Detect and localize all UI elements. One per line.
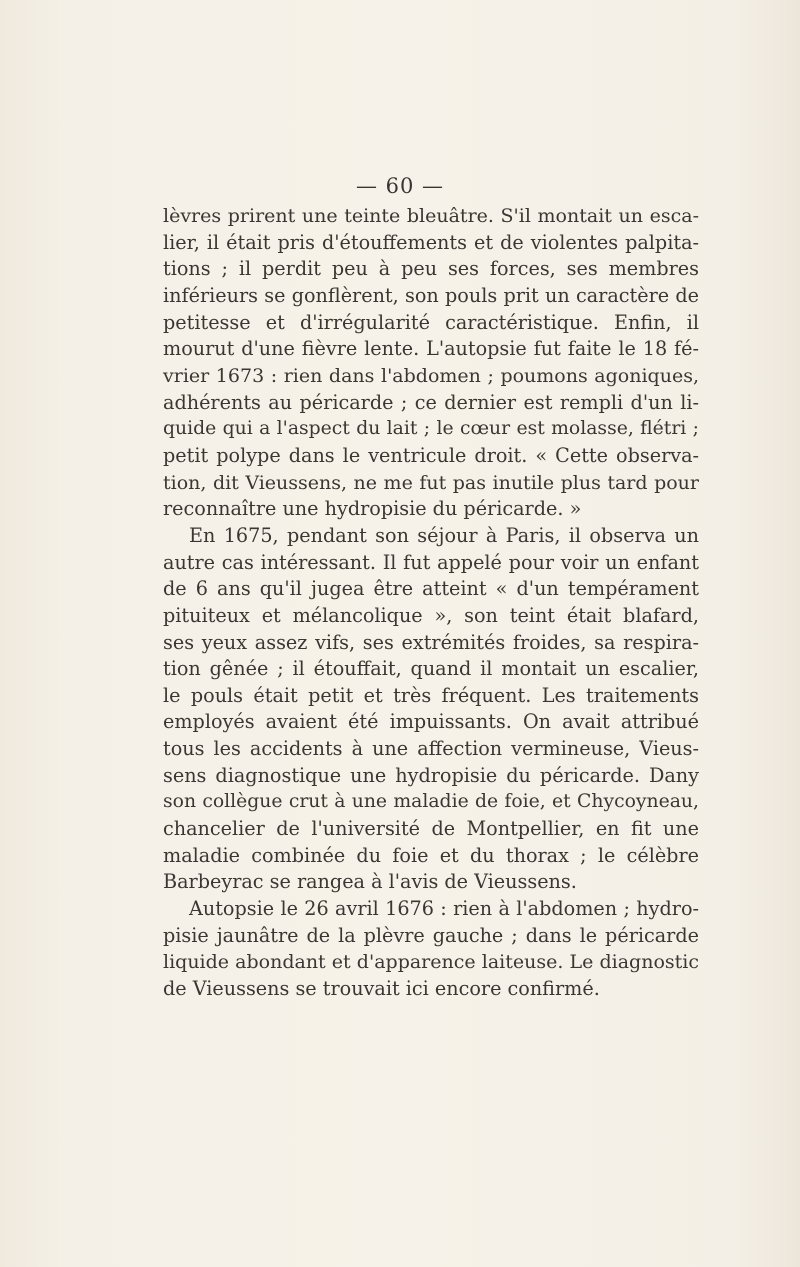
text-line: de Vieussens se trouvait ici encore confirmé. bbox=[163, 977, 600, 1001]
text-line: quide qui a l'aspect du lait ; le cœur est molasse, flétri ; bbox=[163, 418, 699, 440]
text-line: autre cas intéressant. Il fut appelé pour voir un enfant bbox=[163, 550, 699, 574]
text-line: lèvres prirent une teinte bleuâtre. S'il montait un esca- bbox=[163, 205, 699, 227]
text-line: sens diagnostique une hydropisie du péricarde. Dany bbox=[163, 763, 699, 787]
text-line: vrier 1673 : rien dans l'abdomen ; poumons agoniques, bbox=[163, 364, 699, 387]
text-line: inférieurs se gonflèrent, son pouls prit un caractère de bbox=[163, 283, 699, 307]
text-line: pisie jaunâtre de la plèvre gauche ; dans le péricarde bbox=[163, 923, 699, 947]
body-text bbox=[163, 203, 699, 1003]
text-line: En 1675, pendant son séjour à Paris, il observa un bbox=[189, 523, 699, 547]
page-number: — 60 — bbox=[355, 174, 445, 198]
text-line: mourut d'une fièvre lente. L'autopsie fut faite le 18 fé- bbox=[163, 337, 699, 361]
text-line: tous les accidents à une affection vermineuse, Vieus- bbox=[163, 737, 699, 761]
text-line: petit polype dans le ventricule droit. « Cette observa- bbox=[163, 443, 699, 467]
text-line: Autopsie le 26 avril 1676 : rien à l'abdomen ; hydro- bbox=[189, 897, 699, 921]
text-line: tions ; il perdit peu à peu ses forces, ses membres bbox=[163, 257, 699, 281]
text-line: chancelier de l'université de Montpellier, en fit une bbox=[163, 817, 699, 841]
text-line: ses yeux assez vifs, ses extrémités froides, sa respira- bbox=[163, 630, 699, 654]
text-line: Barbeyrac se rangea à l'avis de Vieussens. bbox=[163, 870, 577, 894]
text-line: son collègue crut à une maladie de foie, et Chycoyneau, bbox=[163, 791, 699, 813]
text-line: employés avaient été impuissants. On avait attribué bbox=[163, 710, 699, 734]
text-line: maladie combinée du foie et du thorax ; le célèbre bbox=[163, 843, 699, 867]
text-line: liquide abondant et d'apparence laiteuse. Le diagnostic bbox=[163, 951, 699, 974]
text-line: tion, dit Vieussens, ne me fut pas inutile plus tard pour bbox=[163, 471, 699, 494]
text-line: reconnaître une hydropisie du péricarde. » bbox=[163, 497, 582, 521]
text-line: le pouls était petit et très fréquent. Les traitements bbox=[163, 683, 699, 707]
text-line: lier, il était pris d'étouffements et de violentes palpita- bbox=[163, 230, 699, 254]
text-line: pituiteux et mélancolique », son teint était blafard, bbox=[163, 603, 699, 627]
text-line: tion gênée ; il étouffait, quand il montait un escalier, bbox=[163, 657, 699, 681]
text-line: petitesse et d'irrégularité caractéristique. Enfin, il bbox=[163, 310, 699, 334]
text-line: de 6 ans qu'il jugea être atteint « d'un tempérament bbox=[163, 577, 699, 601]
text-line: adhérents au péricarde ; ce dernier est rempli d'un li- bbox=[163, 390, 699, 414]
